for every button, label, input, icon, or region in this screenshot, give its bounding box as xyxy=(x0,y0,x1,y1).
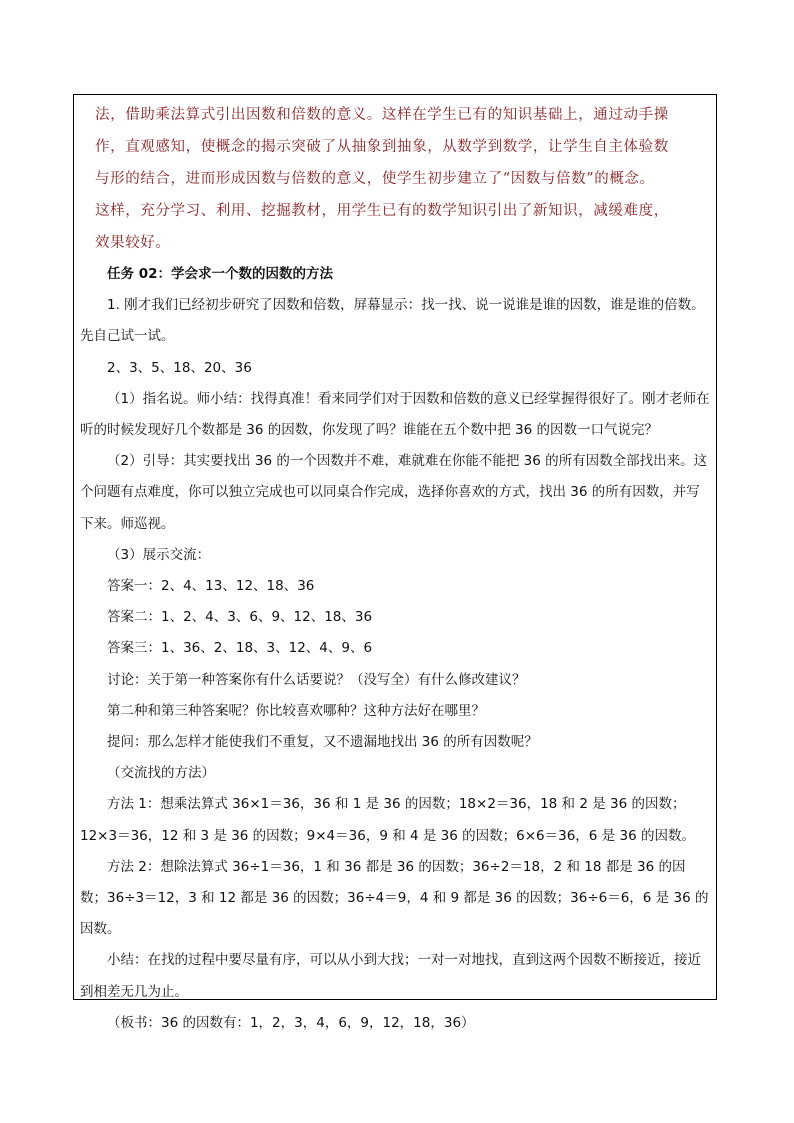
point-three: （3）展示交流： xyxy=(107,546,211,563)
reflection-line: 法，借助乘法算式引出因数和倍数的意义。这样在学生已有的知识基础上，通过动手操 xyxy=(95,107,669,123)
discussion-one: 讨论：关于第一种答案你有什么话要说？（没写全）有什么修改建议？ xyxy=(107,671,526,688)
lesson-body xyxy=(80,259,712,1039)
question: 提问：那么怎样才能使我们不重复，又不遗漏地找出 36 的所有因数呢？ xyxy=(107,734,538,751)
reflection-line: 这样，充分学习、利用、挖掘教材，用学生已有的数学知识引出了新知识，减缓难度， xyxy=(95,203,669,219)
document-content xyxy=(80,99,712,1039)
answer-two: 答案二：1、2、4、3、6、9、12、18、36 xyxy=(107,609,373,626)
reflection-paragraph xyxy=(80,99,712,259)
exchange-note: （交流找的方法） xyxy=(107,765,215,782)
answer-three: 答案三：1、36、2、18、3、12、4、9、6 xyxy=(107,640,373,657)
step-one: 1. 刚才我们已经初步研究了因数和倍数，屏幕显示：找一找、说一说谁是谁的因数，谁是谁的倍数。先自己试一试。 xyxy=(80,297,705,345)
blackboard-note: （板书：36 的因数有：1，2，3，4，6，9，12，18，36） xyxy=(107,1014,475,1031)
method-one: 方法 1：想乘法算式 36×1＝36，36 和 1 是 36 的因数；18×2＝36，18 和 2 是 36 的因数；12×3＝36，12 和 3 是 36 的因数；9×4＝36，9 和 4 是 36 的因数；6×6＝36，6 是 36 的因数。 xyxy=(80,796,695,844)
number-list: 2、3、5、18、20、36 xyxy=(107,359,252,376)
reflection-line: 与形的结合，进而形成因数与倍数的意义，使学生初步建立了“因数与倍数”的概念。 xyxy=(95,171,655,187)
method-two: 方法 2：想除法算式 36÷1＝36，1 和 36 都是 36 的因数；36÷2＝18，2 和 18 都是 36 的因数；36÷3＝12，3 和 12 都是 36 的因数；36÷4＝9，4 和 9 都是 36 的因数；36÷6＝6，6 是 36 的因数。 xyxy=(80,858,709,938)
point-one: （1）指名说。师小结：找得真准！看来同学们对于因数和倍数的意义已经掌握得很好了。刚才老师在听的时候发现好几个数都是 36 的因数，你发现了吗？谁能在五个数中把 36 的因数一口气说完？ xyxy=(80,390,710,439)
discussion-two: 第二种和第三种答案呢？你比较喜欢哪种？这种方法好在哪里？ xyxy=(107,702,485,719)
task-title: 任务 02：学会求一个数的因数的方法 xyxy=(107,266,333,282)
summary: 小结：在找的过程中要尽量有序，可以从小到大找；一对一对地找，直到这两个因数不断接近，接近到相差无几为止。 xyxy=(80,952,701,1000)
answer-one: 答案一：2、4、13、12、18、36 xyxy=(107,578,315,595)
reflection-line: 效果较好。 xyxy=(95,235,171,251)
reflection-line: 作，直观感知，使概念的揭示突破了从抽象到抽象，从数学到数学，让学生自主体验数 xyxy=(95,139,669,155)
point-two: （2）引导：其实要找出 36 的一个因数并不难，难就难在你能不能把 36 的所有因数全部找出来。这个问题有点难度，你可以独立完成也可以同桌合作完成，选择你喜欢的方式，找出 36 的所有因数，并写下来。师巡视。 xyxy=(80,453,708,532)
